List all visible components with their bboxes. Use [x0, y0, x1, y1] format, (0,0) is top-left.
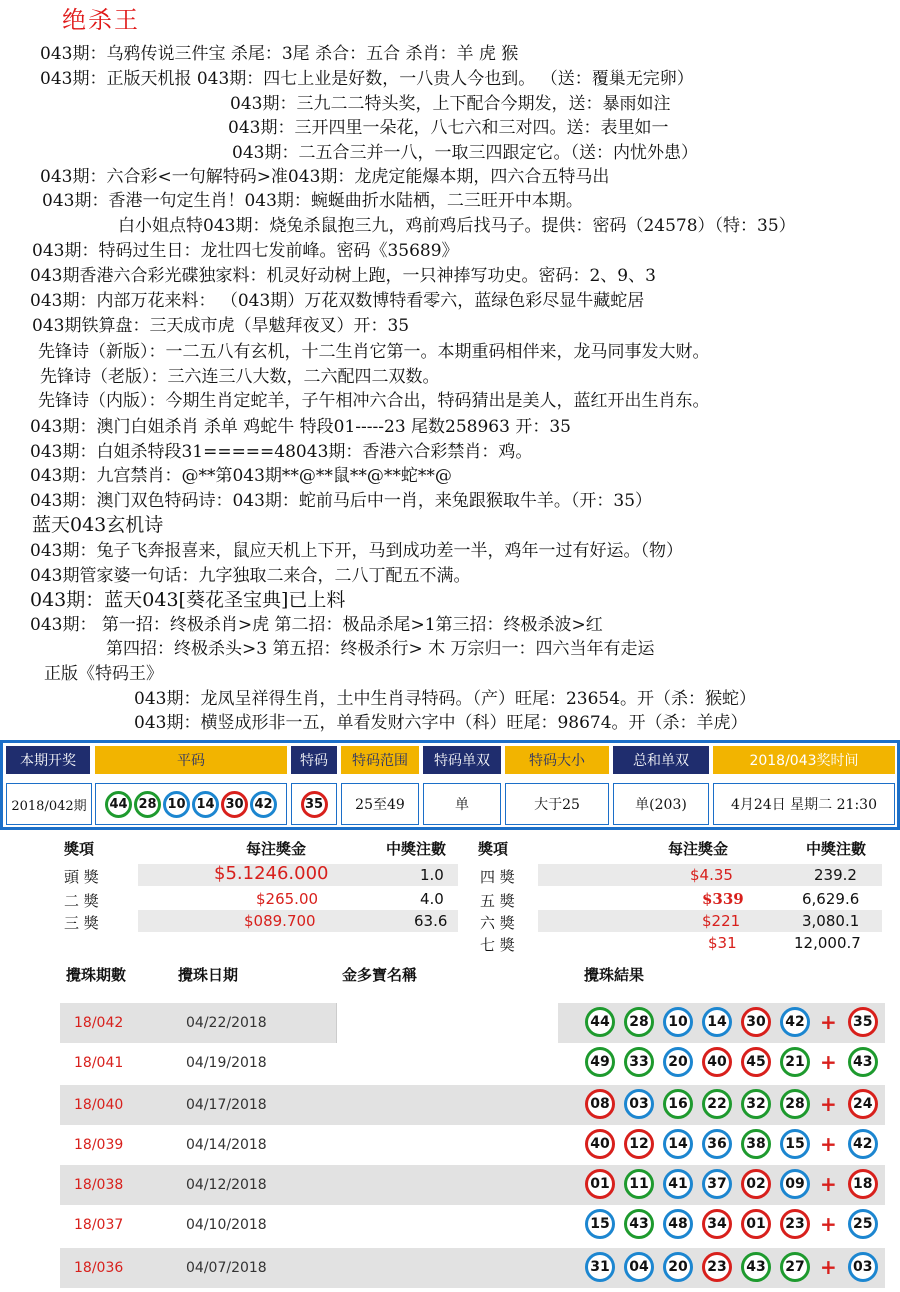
number-ball: 27 [780, 1252, 810, 1282]
text-line: 第四招：终极杀头>3 第五招：终极杀行> 木 万宗归一：四六当年有走运 [106, 639, 655, 659]
text-line: 043期：香港一句定生肖！043期：蜿蜒曲折水陆栖，二三旺开中本期。 [42, 191, 583, 211]
normal-balls [95, 783, 287, 825]
number-ball: 28 [624, 1007, 654, 1037]
number-ball: 43 [624, 1209, 654, 1239]
draw-period: 18/042 [74, 1015, 124, 1031]
result-balls [584, 1007, 886, 1037]
number-ball: 49 [585, 1047, 615, 1077]
number-ball: 40 [585, 1129, 615, 1159]
prize-count: 6,629.6 [802, 890, 860, 908]
text-line: 先锋诗（内版）：今期生肖定蛇羊，子午相冲六合出，特码猜出是美人，蓝红开出生肖东。 [38, 391, 710, 411]
prize-row [476, 864, 886, 886]
number-ball: 23 [702, 1252, 732, 1282]
text-line: 043期：九宫禁肖：@**第043期**@**鼠**@**蛇**@ [30, 466, 452, 486]
result-balls [584, 1169, 886, 1199]
prize-header-name: 獎項 [64, 840, 95, 858]
table-row [60, 1085, 885, 1125]
number-ball: 37 [702, 1169, 732, 1199]
number-ball: 10 [163, 791, 190, 818]
draw-period: 2018/042期 [6, 783, 92, 825]
prize-row [60, 864, 460, 886]
number-ball: 36 [702, 1129, 732, 1159]
draw-result-table [0, 740, 900, 830]
prize-name: 六 獎 [480, 914, 515, 932]
text-line: 043期：蓝天043[葵花圣宝典]已上料 [30, 589, 346, 611]
prize-table-left [60, 838, 460, 938]
text-line: 蓝天043玄机诗 [32, 514, 164, 536]
number-ball: 42 [848, 1129, 878, 1159]
header-special-number: 特码 [291, 746, 337, 774]
prize-count: 12,000.7 [794, 934, 861, 952]
number-ball: 38 [741, 1129, 771, 1159]
draw-date: 04/17/2018 [186, 1097, 267, 1113]
draw-period: 18/038 [74, 1177, 124, 1193]
number-ball: 32 [741, 1089, 771, 1119]
prize-name: 二 獎 [64, 892, 99, 910]
text-line: 043期铁算盘：三天成市虎（旱魃拜夜叉）开：35 [32, 316, 410, 336]
number-ball: 25 [848, 1209, 878, 1239]
text-line: 043期：横竖成形非一五，单看发财六字中（科）旺尾：98674。开（杀：羊虎） [134, 713, 748, 733]
jackpot-name-cell [336, 1003, 558, 1043]
prize-count: 239.2 [814, 866, 857, 884]
prize-name: 四 獎 [480, 868, 515, 886]
number-ball: 24 [848, 1089, 878, 1119]
prize-amount: $4.35 [690, 866, 733, 884]
prize-amount: $31 [708, 934, 737, 952]
draw-date: 04/14/2018 [186, 1137, 267, 1153]
prize-row [476, 932, 886, 954]
draw-period: 18/037 [74, 1217, 124, 1233]
number-ball: 42 [780, 1007, 810, 1037]
special-ball-cell [291, 783, 337, 825]
number-ball: 14 [663, 1129, 693, 1159]
plus-sign: + [820, 1010, 837, 1034]
number-ball: 28 [780, 1089, 810, 1119]
text-line: 先锋诗（老版）：三六连三八大数，二六配四二双数。 [40, 367, 440, 387]
table-row [60, 1248, 885, 1288]
table-row [60, 1205, 885, 1245]
text-line: 043期：龙凤呈祥得生肖，土中生肖寻特码。（产）旺尾：23654。开（杀：猴蛇） [134, 689, 757, 709]
number-ball: 43 [848, 1047, 878, 1077]
prize-header-amount: 每注獎金 [246, 840, 307, 858]
text-line: 043期香港六合彩光碟独家料：机灵好动树上跑，一只神捧写功史。密码：2、9、3 [30, 266, 656, 286]
prize-row [476, 910, 886, 932]
number-ball: 12 [624, 1129, 654, 1159]
prize-count: 1.0 [420, 866, 444, 884]
number-ball: 34 [702, 1209, 732, 1239]
results-header-period: 攪珠期數 [66, 966, 127, 984]
special-size: 大于25 [505, 783, 609, 825]
text-line: 043期：澳门双色特码诗：043期：蛇前马后中一肖，来兔跟猴取牛羊。（开：35） [30, 491, 653, 511]
number-ball: 18 [848, 1169, 878, 1199]
plus-sign: + [820, 1132, 837, 1156]
number-ball: 41 [663, 1169, 693, 1199]
number-ball: 45 [741, 1047, 771, 1077]
results-header-date: 攪珠日期 [178, 966, 239, 984]
text-line: 白小姐点特043期：烧兔杀鼠抱三九，鸡前鸡后找马子。提供：密码（24578）（特：35） [118, 216, 796, 236]
number-ball: 42 [250, 791, 277, 818]
prize-table-right [476, 838, 886, 958]
page-title: 绝杀王 [62, 6, 140, 34]
number-ball: 20 [663, 1047, 693, 1077]
number-ball: 30 [741, 1007, 771, 1037]
text-line: 正版《特码王》 [44, 664, 163, 684]
prize-amount: $339 [702, 890, 744, 908]
draw-period: 18/039 [74, 1137, 124, 1153]
text-line: 043期：澳门白姐杀肖 杀单 鸡蛇牛 特段01-----23 尾数258963 开：35 [30, 417, 571, 437]
text-line: 043期：特码过生日：龙壮四七发前峰。密码《35689》 [32, 241, 459, 261]
text-line: 043期： 第一招：终极杀肖>虎 第二招：极品杀尾>1第三招：终极杀波>红 [30, 615, 603, 635]
number-ball: 44 [105, 791, 132, 818]
number-ball: 40 [702, 1047, 732, 1077]
prize-name: 三 獎 [64, 914, 99, 932]
prize-row [60, 888, 460, 910]
result-balls [584, 1209, 886, 1239]
number-ball: 35 [848, 1007, 878, 1037]
prize-row [60, 910, 460, 932]
table-row [60, 1165, 885, 1205]
prize-amount: $089.700 [244, 912, 316, 930]
prize-count: 3,080.1 [802, 912, 860, 930]
prize-count: 4.0 [420, 890, 444, 908]
prize-row [476, 888, 886, 910]
draw-time: 4月24日 星期二 21:30 [713, 783, 895, 825]
text-line: 043期：六合彩<一句解特码>准043期：龙虎定能爆本期，四六合五特马出 [40, 167, 610, 187]
table-row [60, 1003, 885, 1043]
number-ball: 09 [780, 1169, 810, 1199]
prize-name: 頭 獎 [64, 868, 99, 886]
header-special-size: 特码大小 [505, 746, 609, 774]
number-ball: 31 [585, 1252, 615, 1282]
number-ball: 21 [780, 1047, 810, 1077]
results-header-name: 金多寶名稱 [342, 966, 418, 984]
number-ball: 48 [663, 1209, 693, 1239]
number-ball: 14 [702, 1007, 732, 1037]
header-special-range: 特码范围 [341, 746, 419, 774]
number-ball: 43 [741, 1252, 771, 1282]
sum-odd-even: 单(203) [613, 783, 709, 825]
number-ball: 01 [585, 1169, 615, 1199]
number-ball: 22 [702, 1089, 732, 1119]
text-line: 043期管家婆一句话：九字独取二来合，二八丁配五不满。 [30, 566, 471, 586]
number-ball: 35 [301, 791, 328, 818]
prize-count: 63.6 [414, 912, 448, 930]
header-draw-time: 2018/043奖时间 [713, 746, 895, 774]
number-ball: 15 [585, 1209, 615, 1239]
special-range: 25至49 [341, 783, 419, 825]
text-line: 043期：三九二二特头奖，上下配合今期发，送：暴雨如注 [230, 94, 671, 114]
text-line: 043期：乌鸦传说三件宝 杀尾：3尾 杀合：五合 杀肖：羊 虎 猴 [40, 44, 519, 64]
prize-amount: $265.00 [256, 890, 319, 908]
prize-header-count: 中獎注數 [386, 840, 447, 858]
number-ball: 08 [585, 1089, 615, 1119]
text-line: 043期：二五合三并一八，一取三四跟定它。（送：内忧外患） [232, 143, 698, 163]
prize-amount: $221 [702, 912, 741, 930]
number-ball: 11 [624, 1169, 654, 1199]
number-ball: 33 [624, 1047, 654, 1077]
prize-header-count: 中獎注數 [806, 840, 867, 858]
prize-header-name: 獎項 [478, 840, 509, 858]
plus-sign: + [820, 1050, 837, 1074]
result-balls [584, 1089, 886, 1119]
number-ball: 20 [663, 1252, 693, 1282]
draw-date: 04/19/2018 [186, 1055, 267, 1071]
draw-period: 18/041 [74, 1055, 124, 1071]
prize-header-amount: 每注獎金 [668, 840, 729, 858]
header-special-odd-even: 特码单双 [423, 746, 501, 774]
number-ball: 14 [192, 791, 219, 818]
header-sum-odd-even: 总和单双 [613, 746, 709, 774]
text-line: 043期：内部万花来料： （043期）万花双数博特看零六，蓝绿色彩尽显牛藏蛇居 [30, 291, 645, 311]
plus-sign: + [820, 1172, 837, 1196]
prize-amount: $5.1246.000 [214, 863, 329, 884]
draw-date: 04/07/2018 [186, 1260, 267, 1276]
number-ball: 01 [741, 1209, 771, 1239]
number-ball: 03 [848, 1252, 878, 1282]
text-line: 043期：正版天机报 043期：四七上业是好数，一八贵人今也到。 （送：覆巢无完卵） [40, 69, 694, 89]
prize-name: 五 獎 [480, 892, 515, 910]
special-odd-even: 单 [423, 783, 501, 825]
table-row [60, 1043, 885, 1083]
draw-date: 04/10/2018 [186, 1217, 267, 1233]
draw-date: 04/12/2018 [186, 1177, 267, 1193]
plus-sign: + [820, 1255, 837, 1279]
result-balls [584, 1129, 886, 1159]
text-line: 043期：白姐杀特段31=====48043期：香港六合彩禁肖：鸡。 [30, 442, 533, 462]
draw-period: 18/036 [74, 1260, 124, 1276]
text-line: 先锋诗（新版）：一二五八有玄机，十二生肖它第一。本期重码相伴来，龙马同事发大财。 [38, 342, 710, 362]
number-ball: 03 [624, 1089, 654, 1119]
plus-sign: + [820, 1092, 837, 1116]
header-current-draw: 本期开奖 [6, 746, 90, 774]
header-normal-numbers: 平码 [95, 746, 287, 774]
prize-name: 七 獎 [480, 936, 515, 954]
number-ball: 04 [624, 1252, 654, 1282]
table-row [60, 1125, 885, 1165]
number-ball: 23 [780, 1209, 810, 1239]
text-line: 043期：三开四里一朵花，八七六和三对四。送：表里如一 [228, 118, 669, 138]
result-balls [584, 1047, 886, 1077]
number-ball: 28 [134, 791, 161, 818]
number-ball: 10 [663, 1007, 693, 1037]
text-line: 043期：兔子飞奔报喜来，鼠应天机上下开，马到成功差一半，鸡年一过有好运。（物） [30, 541, 683, 561]
plus-sign: + [820, 1212, 837, 1236]
number-ball: 30 [221, 791, 248, 818]
result-balls [584, 1252, 886, 1282]
number-ball: 16 [663, 1089, 693, 1119]
number-ball: 15 [780, 1129, 810, 1159]
results-header-result: 攪珠結果 [584, 966, 645, 984]
number-ball: 02 [741, 1169, 771, 1199]
draw-period: 18/040 [74, 1097, 124, 1113]
draw-date: 04/22/2018 [186, 1015, 267, 1031]
number-ball: 44 [585, 1007, 615, 1037]
